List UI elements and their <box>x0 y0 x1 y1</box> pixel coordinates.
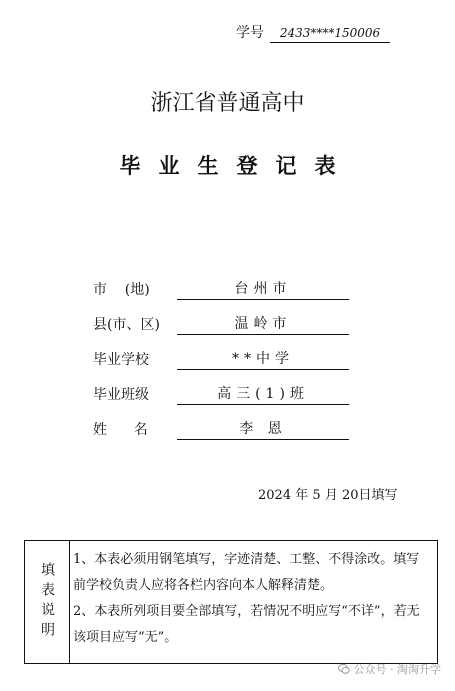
instructions-heading-cell <box>25 541 70 663</box>
field-school <box>93 348 353 370</box>
field-county-value: 温岭市 <box>177 314 349 335</box>
field-name-label: 姓 名 <box>93 422 148 438</box>
instruction-item: 2、本表所列项目要全部填写，若情况不明应写“不详”，若无该项目应写“无”。 <box>73 604 420 645</box>
field-county <box>93 313 353 335</box>
field-school-label: 毕业学校 <box>93 352 149 368</box>
date-year-unit: 年 <box>295 488 309 503</box>
instructions-list <box>73 547 431 651</box>
field-name-value: 李 恩 <box>177 419 349 440</box>
title-form-name: 毕业生登记表 <box>119 153 354 178</box>
date-day-unit: 日填写 <box>358 488 398 503</box>
field-city-value: 台州市 <box>177 279 349 300</box>
student-number-label: 学号 <box>236 25 264 41</box>
title-province: 浙江省普通高中 <box>150 91 305 116</box>
watermark-text: 公众号 · 淘淘升学 <box>353 663 441 676</box>
field-city <box>93 278 353 300</box>
field-name <box>93 418 353 440</box>
instructions-heading: 填表说明 <box>39 562 55 642</box>
watermark <box>338 661 442 677</box>
instruction-item: 1、本表必须用钢笔填写，字迹清楚、工整、不得涂改。填写前学校负责人应将各栏内容向本人解释清楚。 <box>73 552 420 593</box>
instructions-box <box>24 540 438 664</box>
field-school-value: **中学 <box>177 349 349 370</box>
date-day: 20 <box>341 488 359 503</box>
date-year: 2024 <box>258 488 292 503</box>
field-city-label: 市 (地) <box>93 282 150 298</box>
field-class-label: 毕业班级 <box>93 387 149 403</box>
field-class-value: 高三(1)班 <box>177 384 349 405</box>
wechat-icon <box>338 663 350 675</box>
student-number-value: 2433****150006 <box>270 24 390 43</box>
student-number <box>236 24 390 43</box>
field-class <box>93 383 353 405</box>
date-month: 5 <box>312 488 321 503</box>
fill-date <box>258 487 398 505</box>
field-county-label: 县(市、区) <box>93 317 160 333</box>
date-month-unit: 月 <box>324 488 338 503</box>
